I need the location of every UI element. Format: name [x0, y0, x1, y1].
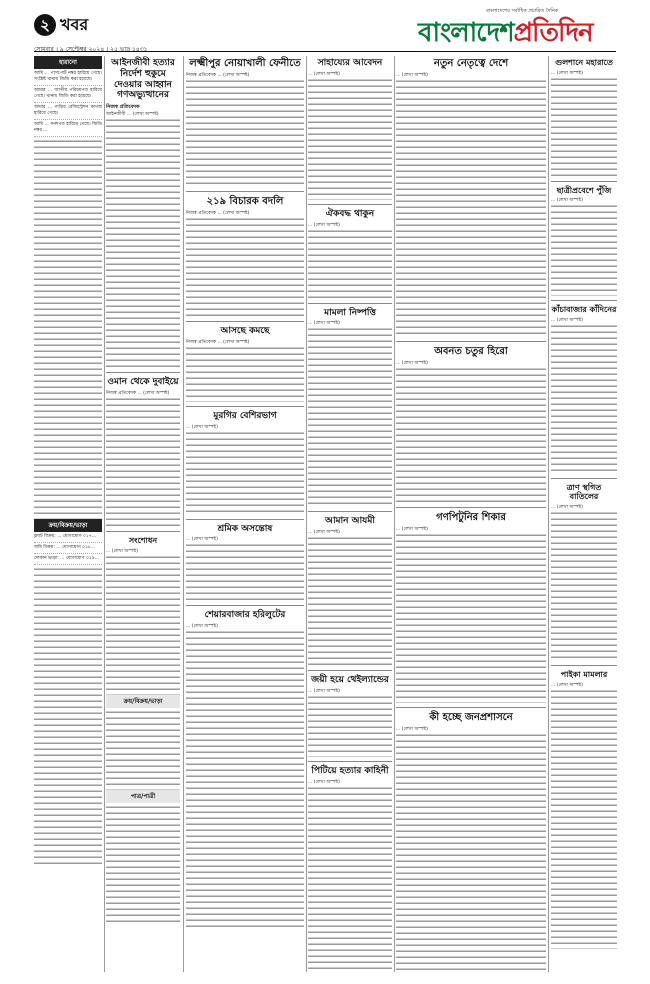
- article-body: ... (লেখা অস্পষ্ট): [106, 548, 138, 554]
- article-text: [396, 367, 546, 503]
- article-body: ... (লেখা অস্পষ্ট): [308, 321, 340, 327]
- divider: [308, 303, 392, 304]
- headline: নতুন নেতৃত্বে দেশে: [433, 58, 509, 69]
- news-column-6: [551, 56, 617, 972]
- divider: [396, 341, 546, 342]
- article-text: [396, 733, 546, 972]
- headline: ২১৯ বিচারক বদলি: [206, 196, 284, 207]
- article-text: [396, 533, 546, 703]
- classified-entry: আমার ... জাতীয় পরিচয়পত্র হারিয়ে গেছে। থানায় জিডি করা হয়েছে।: [34, 88, 102, 103]
- article-text: [186, 217, 304, 317]
- news-column-2: [106, 56, 180, 972]
- divider: [186, 191, 304, 192]
- divider: [186, 605, 304, 606]
- article-body: ... (লেখা অস্পষ্ট): [551, 198, 583, 204]
- headline: অবনত চতুর হিরো: [434, 346, 508, 357]
- classified-entry: আমি ... সনদপত্র হারিয়ে গেছে। জিডি নম্বর ...: [34, 122, 102, 137]
- article-body: ... (লেখা অস্পষ্ট): [308, 688, 340, 694]
- headline: গুলশানে মহারাতে: [555, 57, 613, 67]
- classified-entry: আমার ... গাড়ির রেজিস্ট্রেশন কাগজ হারিয়ে গেছে।: [34, 105, 102, 120]
- headline: কাঁচাবাজার কাঁদিনের: [551, 304, 617, 315]
- brand-logo: [418, 12, 593, 56]
- headline: সাহায্যের আবেদন: [317, 58, 383, 68]
- brand-tagline: বাংলাদেশের সর্বাধিক প্রচারিত দৈনিক: [486, 8, 559, 14]
- article-body: ... (লেখা অস্পষ্ট): [186, 424, 218, 430]
- article-text: [186, 79, 304, 187]
- masthead-rule: [34, 51, 616, 52]
- headline: কী হচ্ছে জনপ্রশাসনে: [429, 712, 513, 723]
- news-column-4: [308, 56, 392, 972]
- headline: মুরগির বেশিরভাগ: [213, 410, 277, 421]
- classifieds-column: [34, 56, 102, 972]
- divider: [551, 300, 617, 301]
- article-text: [308, 78, 392, 200]
- headline: শেয়ারবাজার হরিলুটের: [204, 610, 286, 621]
- headline: পাইকা মামলার: [560, 668, 608, 679]
- headline: আমান আযমী: [325, 516, 375, 527]
- article-text: [186, 346, 304, 402]
- article-body: ... (লেখা অস্পষ্ট): [308, 779, 340, 785]
- article-text: [308, 695, 392, 757]
- page-number: ২: [34, 14, 56, 36]
- article-text: [551, 689, 617, 949]
- divider: [186, 321, 304, 322]
- dateline: সোমবার । ৯ সেপ্টেম্বর ২০২৪ । ২৫ ভাদ্র ১৪৩১: [34, 46, 148, 53]
- article-body: ... (লেখা অস্পষ্ট): [308, 530, 340, 536]
- article-text: [551, 511, 617, 661]
- article-text: [106, 397, 180, 527]
- divider: [551, 181, 617, 182]
- article-text: [186, 630, 304, 930]
- classified-text-block: [106, 710, 180, 790]
- article-text: [551, 324, 617, 474]
- headline: মামলা নিষ্পত্তি: [324, 307, 376, 318]
- article-text: [551, 77, 617, 177]
- divider: [396, 707, 546, 708]
- section-name: খবর: [60, 15, 89, 34]
- classified-entry: ফ্ল্যাট বিক্রয়: ... যোগাযোগ ০১৭...: [34, 534, 102, 543]
- classified-entry: আমি ... পাসপোর্ট নম্বর হারিয়ে গেছে। সংশ্লিষ্ট থানায় জিডি করা হয়েছে।: [34, 71, 102, 86]
- headline: গণপিটুনির শিকার: [436, 512, 506, 523]
- headline: জয়ী হয়ে থেইল্যান্ডের: [311, 675, 389, 686]
- divider: [551, 665, 617, 666]
- article-body: নিজস্ব প্রতিবেদক ... (লেখা অস্পষ্ট): [186, 339, 250, 345]
- article-text: [308, 536, 392, 666]
- classified-text-block: [34, 567, 102, 867]
- masthead: [0, 0, 650, 52]
- brand-part-1: বাংলাদেশ: [418, 18, 514, 48]
- article-body: ... (লেখা অস্পষ্ট): [308, 71, 340, 77]
- headline: ওমান থেকে দুবাইয়ে: [107, 377, 179, 388]
- divider: [308, 761, 392, 762]
- divider: [186, 519, 304, 520]
- article-body: ... (লেখা অস্পষ্ট): [396, 727, 428, 732]
- article-body: আইনজীবী ... (লেখা অস্পষ্ট): [106, 112, 159, 118]
- article-text: [308, 786, 392, 972]
- divider: [308, 670, 392, 671]
- headline: ছাত্রীপ্রবেশে পুঁজি: [556, 184, 612, 195]
- divider: [308, 204, 392, 205]
- divider: [186, 406, 304, 407]
- classified-entry: দোকান ভাড়া: ... যোগাযোগ ০১৯...: [34, 556, 102, 565]
- divider: [106, 531, 180, 532]
- article-body: ... (লেখা অস্পষ্ট): [186, 537, 218, 543]
- headline: শ্রমিক অসন্তোষ: [217, 523, 273, 534]
- column-divider: [548, 56, 549, 972]
- article-body: ... (লেখা অস্পষ্ট): [551, 504, 583, 510]
- headline: আসছে কমছে: [220, 326, 270, 336]
- article-text: [396, 79, 546, 337]
- headline: ঐকবদ্ধ থাকুন: [325, 208, 375, 219]
- article-text: [186, 431, 304, 515]
- column-divider: [183, 56, 184, 972]
- classified-entry: জমি বিক্রয়: ... যোগাযোগ ০১৮...: [34, 545, 102, 554]
- divider: [106, 372, 180, 373]
- article-text: [551, 204, 617, 296]
- headline: আইনজীবী হত্যার নির্দেশ হুকুমে দেওয়ার আহ্বান গণঅভ্যুত্থানের: [111, 58, 175, 101]
- headline: ত্রাণ স্থগিত বাতিলের: [566, 481, 602, 502]
- article-body: নিজস্ব প্রতিবেদক ... (লেখা অস্পষ্ট): [186, 73, 250, 78]
- classified-box-title: ক্রয়/বিক্রয়/ভাড়া: [34, 519, 102, 532]
- article-text: [308, 229, 392, 299]
- article-body: ... (লেখা অস্পষ্ট): [551, 682, 583, 688]
- column-divider: [394, 56, 395, 972]
- column-divider: [104, 56, 105, 972]
- article-body: ... (লেখা অস্পষ্ট): [396, 527, 428, 532]
- classified-text-block: [34, 139, 102, 519]
- classified-text-block: [106, 805, 180, 925]
- divider: [551, 478, 617, 479]
- article-body: ... (লেখা অস্পষ্ট): [308, 222, 340, 228]
- headline: সংশোধন: [128, 534, 158, 545]
- divider: [308, 511, 392, 512]
- article-body: ... (লেখা অস্পষ্ট): [551, 317, 583, 323]
- article-body: ... (লেখা অস্পষ্ট): [396, 73, 428, 78]
- classified-box-title: হারানো: [34, 56, 102, 69]
- classified-box-title: ক্রয়/বিক্রয়/ভাড়া: [106, 695, 180, 708]
- byline: নিজস্ব প্রতিবেদক: [106, 104, 140, 111]
- article-body: ... (লেখা অস্পষ্ট): [551, 70, 583, 76]
- headline: পিটিয়ে হত্যার কাহিনী: [311, 765, 389, 776]
- article-text: [106, 555, 180, 695]
- brand-part-2: প্রতিদিন: [513, 18, 593, 48]
- article-text: [308, 327, 392, 507]
- column-divider: [306, 56, 307, 972]
- article-text: [186, 543, 304, 601]
- article-body: ... (লেখা অস্পষ্ট): [186, 624, 218, 630]
- article-body: ... (লেখা অস্পষ্ট): [396, 361, 428, 366]
- article-body: নিজস্ব প্রতিবেদক ... (লেখা অস্পষ্ট): [186, 211, 250, 216]
- article-text: [106, 118, 180, 368]
- article-body: নিজস্ব প্রতিবেদক ... (লেখা অস্পষ্ট): [106, 390, 170, 396]
- divider: [396, 507, 546, 508]
- headline: লক্ষ্মীপুর নোয়াখালী ফেনীতে: [189, 58, 301, 69]
- news-column-3: [186, 56, 304, 972]
- news-column-5: [396, 56, 546, 972]
- classified-box-title: পাত্র/পাত্রী: [106, 790, 180, 803]
